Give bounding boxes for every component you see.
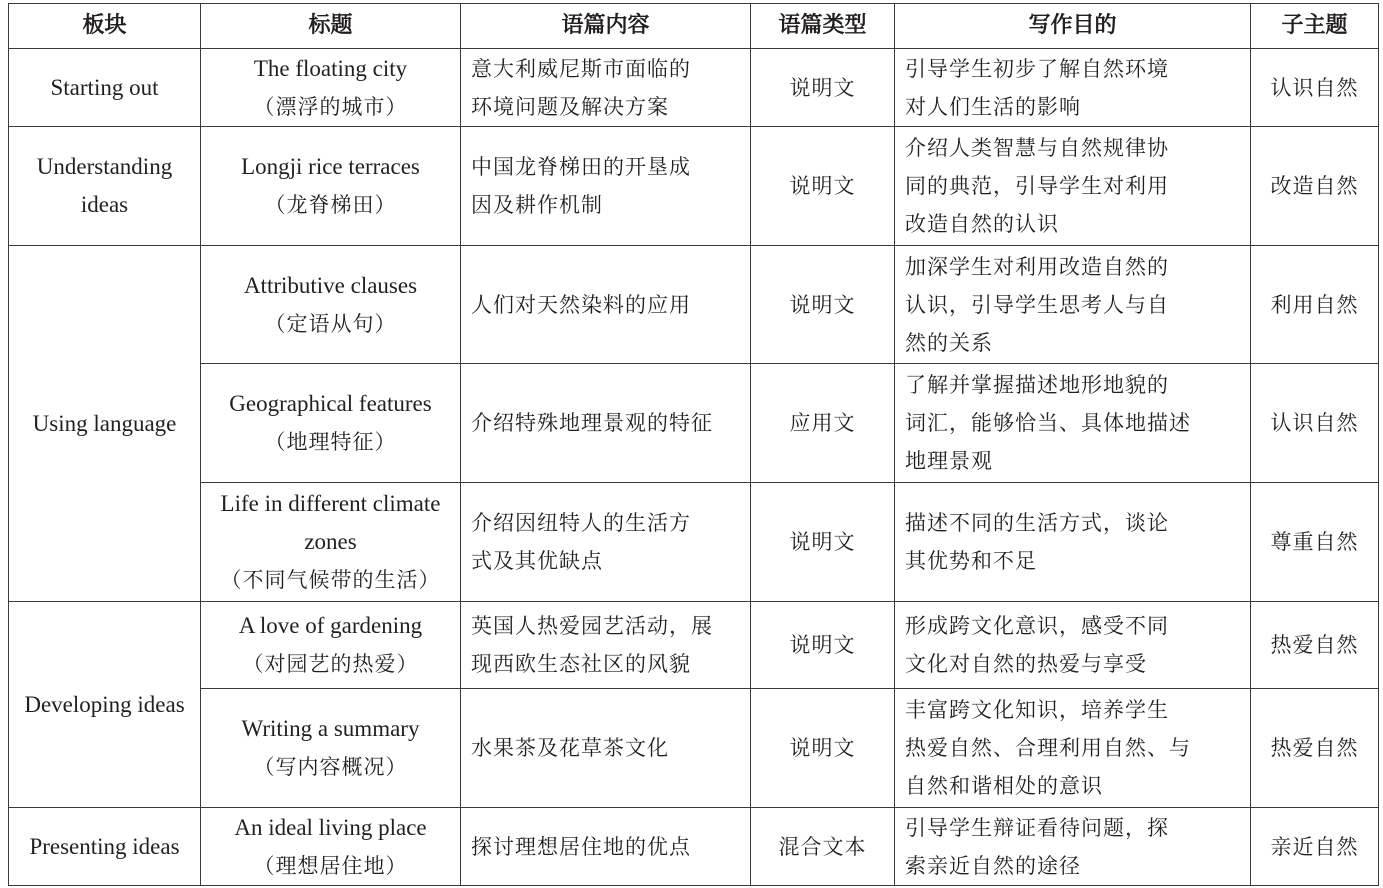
- content-line: 式及其优缺点: [471, 549, 603, 573]
- table-row: [9, 127, 1379, 246]
- table-row: [9, 49, 1379, 127]
- title-cell: [201, 127, 461, 246]
- purpose-line: 地理景观: [905, 449, 993, 473]
- purpose-line: 热爱自然、合理利用自然、与: [905, 736, 1191, 760]
- section-line: Understanding: [36, 154, 173, 179]
- section-cell: [9, 127, 201, 246]
- title-zh: （地理特征）: [264, 430, 397, 454]
- purpose-cell: [895, 602, 1251, 689]
- content-cell: [461, 483, 751, 602]
- table-row: [9, 689, 1379, 808]
- purpose-cell: [895, 246, 1251, 364]
- title-en: An ideal living place: [234, 814, 427, 840]
- content-line: 英国人热爱园艺活动，展: [471, 614, 713, 638]
- type-cell: 说明文: [751, 689, 895, 808]
- content-cell: [461, 689, 751, 808]
- type-cell: 混合文本: [751, 808, 895, 886]
- content-cell: [461, 49, 751, 127]
- purpose-line: 丰富跨文化知识，培养学生: [905, 698, 1169, 722]
- type-cell: 说明文: [751, 246, 895, 364]
- purpose-cell: [895, 483, 1251, 602]
- subtheme-cell: 改造自然: [1251, 127, 1379, 246]
- title-zh: （不同气候带的生活）: [220, 568, 441, 592]
- purpose-line: 引导学生初步了解自然环境: [905, 56, 1169, 81]
- header-title: 标题: [201, 4, 461, 49]
- type-cell: 说明文: [751, 602, 895, 689]
- header-row: [9, 4, 1379, 49]
- section-cell: Using language: [9, 246, 201, 602]
- table-row: [9, 246, 1379, 364]
- table-row: [9, 364, 1379, 483]
- unit-overview-table: [8, 3, 1379, 886]
- title-en: Attributive clauses: [243, 272, 418, 298]
- purpose-line: 索亲近自然的途径: [905, 853, 1081, 878]
- content-cell: [461, 364, 751, 483]
- content-line: 中国龙脊梯田的开垦成: [471, 155, 691, 179]
- subtheme-cell: 热爱自然: [1251, 602, 1379, 689]
- section-cell: Presenting ideas: [9, 808, 201, 886]
- title-zh: （写内容概况）: [253, 755, 408, 779]
- table-row: [9, 808, 1379, 886]
- subtheme-cell: 热爱自然: [1251, 689, 1379, 808]
- title-zh: （定语从句）: [264, 311, 397, 336]
- purpose-line: 其优势和不足: [905, 549, 1037, 573]
- title-zh: （漂浮的城市）: [253, 94, 408, 119]
- title-en: Geographical features: [229, 391, 432, 416]
- title-en-line: Life in different climate: [220, 491, 441, 516]
- header-type: 语篇类型: [751, 4, 895, 49]
- content-cell: [461, 602, 751, 689]
- content-cell: [461, 246, 751, 364]
- subtheme-cell: 认识自然: [1251, 364, 1379, 483]
- purpose-line: 认识，引导学生思考人与自: [905, 292, 1169, 317]
- title-zh: （理想居住地）: [253, 853, 408, 878]
- purpose-cell: [895, 364, 1251, 483]
- title-cell: [201, 49, 461, 127]
- purpose-cell: [895, 49, 1251, 127]
- purpose-line: 形成跨文化意识，感受不同: [905, 614, 1169, 638]
- title-en: Writing a summary: [241, 716, 420, 741]
- content-cell: [461, 127, 751, 246]
- type-cell: 说明文: [751, 483, 895, 602]
- section-cell: Starting out: [9, 49, 201, 127]
- purpose-line: 描述不同的生活方式，谈论: [905, 511, 1169, 535]
- header-section: 板块: [9, 4, 201, 49]
- content-line: 人们对天然染料的应用: [471, 292, 691, 317]
- title-en-line: zones: [304, 529, 357, 554]
- purpose-line: 然的关系: [905, 330, 993, 355]
- content-line: 介绍因纽特人的生活方: [471, 511, 691, 535]
- type-cell: 说明文: [751, 49, 895, 127]
- purpose-line: 介绍人类智慧与自然规律协: [905, 136, 1169, 160]
- purpose-line: 引导学生辩证看待问题，探: [905, 815, 1169, 840]
- title-en: The floating city: [253, 55, 408, 81]
- content-line: 水果茶及花草茶文化: [471, 736, 669, 760]
- header-subtheme: 子主题: [1251, 4, 1379, 49]
- type-cell: 应用文: [751, 364, 895, 483]
- title-zh: （龙脊梯田）: [264, 193, 397, 217]
- purpose-line: 了解并掌握描述地形地貌的: [905, 373, 1169, 397]
- title-en: A love of gardening: [238, 613, 423, 638]
- purpose-cell: [895, 689, 1251, 808]
- title-cell: [201, 808, 461, 886]
- subtheme-cell: 亲近自然: [1251, 808, 1379, 886]
- table-row: [9, 483, 1379, 602]
- purpose-line: 对人们生活的影响: [905, 94, 1081, 119]
- purpose-cell: [895, 808, 1251, 886]
- content-line: 环境问题及解决方案: [471, 94, 669, 119]
- purpose-line: 词汇，能够恰当、具体地描述: [905, 411, 1191, 435]
- purpose-cell: [895, 127, 1251, 246]
- title-cell: [201, 689, 461, 808]
- content-line: 意大利威尼斯市面临的: [471, 56, 691, 81]
- header-purpose: 写作目的: [895, 4, 1251, 49]
- subtheme-cell: 尊重自然: [1251, 483, 1379, 602]
- content-cell: [461, 808, 751, 886]
- purpose-line: 加深学生对利用改造自然的: [905, 254, 1169, 279]
- table-row: [9, 602, 1379, 689]
- title-cell: [201, 246, 461, 364]
- title-cell: [201, 602, 461, 689]
- content-line: 现西欧生态社区的风貌: [471, 652, 691, 676]
- content-line: 因及耕作机制: [471, 193, 603, 217]
- purpose-line: 同的典范，引导学生对利用: [905, 174, 1169, 198]
- purpose-line: 文化对自然的热爱与享受: [905, 652, 1147, 676]
- section-cell: Developing ideas: [9, 602, 201, 808]
- title-cell: [201, 483, 461, 602]
- content-line: 介绍特殊地理景观的特征: [471, 411, 713, 435]
- title-cell: [201, 364, 461, 483]
- type-cell: 说明文: [751, 127, 895, 246]
- subtheme-cell: 认识自然: [1251, 49, 1379, 127]
- title-zh: （对园艺的热爱）: [242, 652, 419, 676]
- header-content: 语篇内容: [461, 4, 751, 49]
- content-line: 探讨理想居住地的优点: [471, 834, 691, 859]
- title-en: Longji rice terraces: [241, 154, 420, 179]
- subtheme-cell: 利用自然: [1251, 246, 1379, 364]
- purpose-line: 自然和谐相处的意识: [905, 774, 1103, 798]
- section-line: ideas: [80, 192, 129, 217]
- purpose-line: 改造自然的认识: [905, 212, 1059, 236]
